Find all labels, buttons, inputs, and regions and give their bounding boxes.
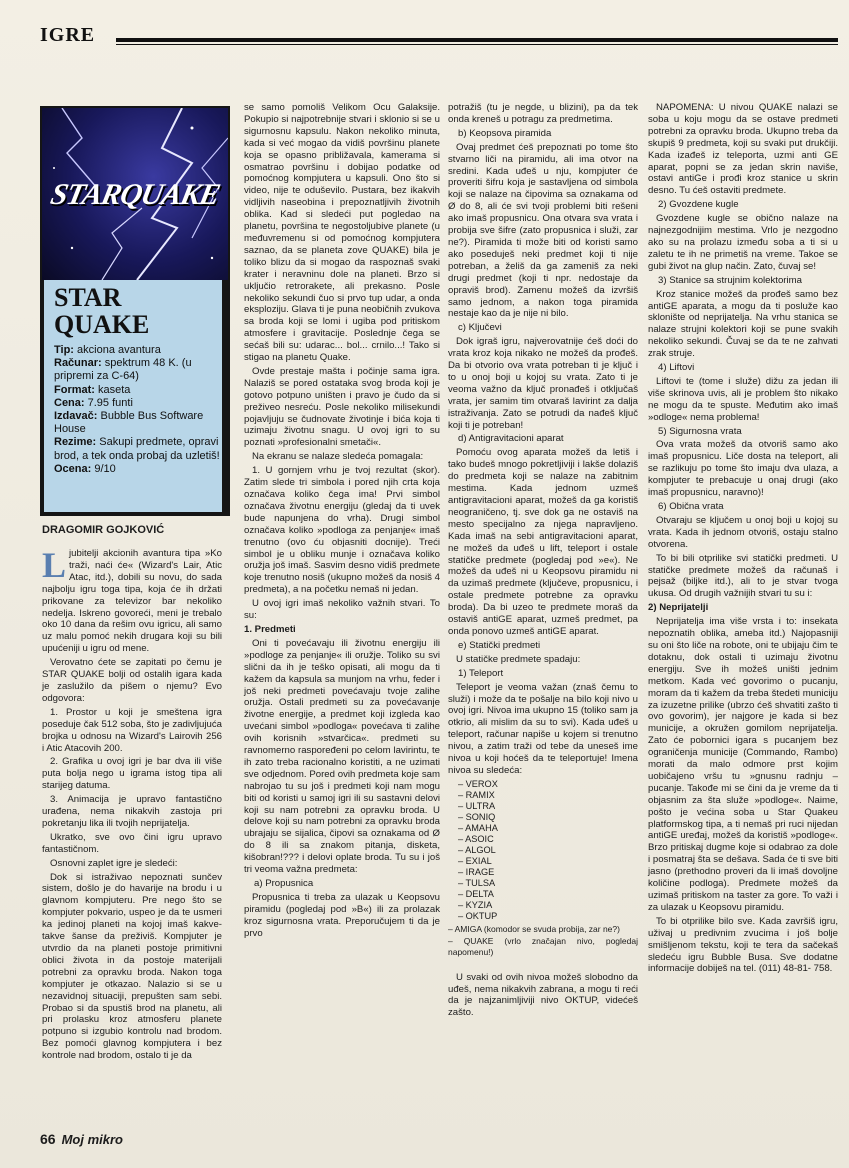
paragraph: Ovaj predmet ćeš prepoznati po tome što stvarno liči na piramidu, ali ima otvor na sredini. Kada uđeš u nju, kompjuter će proveriti šifru koja je sastavljena od simbola koji se nalaze na čipovima sa oznakama od Ø do 8, ali će svi tvoji problemi biti rešeni ako imaš propusnicu. Ona otvara sva vrata i probija sve šifre (zato propusnica i služi, zar ne?). Piramida ti može biti od koristi samo ako poseduješ neki predmet koji ti nije potreban, a želiš da ga zameniš za neki drugi predmet (koji ti npr. nedostaje da opraviš brod). Zamenu možeš da izvršiš samo jednom, a nakon toga piramida nestaje kao da je nije ni bilo.: [448, 141, 638, 320]
subheading: c) Ključevi: [458, 322, 502, 334]
subheading: e) Statički predmeti: [458, 639, 541, 651]
paragraph: 2. Grafika u ovoj igri je bar dva ili više puta bolja nego u igrama istog tipa ali starijeg datuma.: [42, 756, 222, 792]
list-item: – RAMIX: [458, 789, 495, 800]
detail-value: 9/10: [94, 462, 116, 475]
paragraph: Ukratko, sve ovo čini igru upravo fantastičnom.: [42, 831, 222, 855]
subheading: 4) Liftovi: [658, 362, 695, 374]
paragraph: Gvozdene kugle se obično nalaze na najnezgodnijim mestima. Vrlo je nezgodno ako su na prolazu između soba a ti si u zaletu te ih ne primetiš na vreme. Takoe se gubi život na glup način. Zato, čuvaj se!: [648, 213, 838, 272]
level-list: [458, 779, 638, 922]
detail-label: Izdavač:: [54, 410, 98, 423]
paragraph: Ljubitelji akcionih avantura tipa »Ko traži, naći će« (Wizard's Lair, Atic Atac, itd.), dobili su novu, do sada najbolju igru toga tipa, koja će ih držati prikovane za televizor bar nekoliko nedelja. Iskreno govoreći, meni je trebalo oko 10 dana da rešim ovu igricu, ali samo uz malu pomoć nekih drugara koji su bili upućeniji u igru od mene.: [42, 545, 222, 655]
list-item: – SONIQ: [458, 811, 496, 822]
list-item: – IRAGE: [458, 866, 495, 877]
paragraph: To bi bili otprilike svi statički predmeti. U statičke predmete možeš da računaš i pejsaž (biljke itd.), ali to je stvar tvoga ukusa. Od drugih važnijih stvari tu su i:: [648, 552, 838, 600]
paragraph: 1. U gornjem vrhu je tvoj rezultat (skor). Zatim slede tri simbola i pored njih crta koja označava koliko čega ima! Prvi simbol označava životnu energiju (gledaj da ti uvek bude napunjena do vrha). Drugi simbol označava koliko »podloga za penjanje« imaš trenutno (ovo ću objasniti docnije). Treći simbol je u obliku munje i označava koliko oružja još imaš. Sasvim desno vidiš predmete koje trenutno nosiš (ukupno možeš da nosiš 4 predmeta), a na početku nemaš ni jedan.: [244, 465, 440, 596]
paragraph: 1. Prostor u koji je smeštena igra poseduje čak 512 soba, što je zadivljujuća brojka u odnosu na Wizard's Lairovih 256 i Atic Atacovih 200.: [42, 706, 222, 754]
detail-label: Cena:: [54, 396, 85, 409]
detail-label: Ocena:: [54, 462, 92, 475]
paragraph: U ovoj igri imaš nekoliko važnih stvari. To su:: [244, 598, 440, 622]
list-item: – ASOIC: [458, 833, 494, 844]
list-item: – KYZIA: [458, 899, 493, 910]
article-column-1: [42, 545, 222, 1064]
header-rule-thin: [116, 44, 838, 45]
list-item: – OKTUP: [458, 910, 498, 921]
list-item: – VEROX: [458, 778, 498, 789]
subheading: 3) Stanice sa strujnim kolektorima: [658, 274, 802, 286]
article-column-4: [648, 102, 838, 977]
game-info-panel: [40, 106, 230, 516]
detail-value: Bubble Bus Software House: [54, 410, 204, 436]
paragraph: Pomoću ovog aparata možeš da letiš i tako budeš mnogo pokretljiviji i lakše dolaziš do predmeta koji se nalaze na zabitnim mestima. Kada jednom uzmeš antigravitacioni aparat, možeš da ga koristiš neograničeno, tj. sve dok ga ne ostaviš na mesto specijalno za njega napravljeno. Kada imaš na sebi antigravitacioni aparat, ne možeš da uđeš u lift, teleport i ostale statičke predmete (pogledaj pod »e«). Ne možeš da uđeš ni u Keopsovu piramidu ni da uzimaš predmete (ključeve, propusnicu, i ostale predmete potrebne za opravku broda). Da bi uzeo te predmete moraš da ostaviš antiGE aparat, uzmeš predmet, pa onda ponovo uzmeš antiGE aparat.: [448, 447, 638, 637]
author-byline: DRAGOMIR GOJKOVIĆ: [42, 524, 165, 536]
detail-row: [54, 463, 222, 476]
list-note: – AMIGA (komodor se svuda probija, zar ne?): [448, 923, 620, 934]
section-title: IGRE: [40, 24, 96, 46]
paragraph: NAPOMENA: U nivou QUAKE nalazi se soba u koju mogu da se ostave predmeti potrebni za opravku broda. Ukupno treba da skupiš 9 predmeta, koji su svaki put drukčiji. Kada izađeš iz teleporta, uzmi anti GE aparat, popni se za jedan skrin naviše, ostavi antiGe i prođi kroz stanice u skrin desno. Tu ćeš ostaviti predmete.: [648, 102, 838, 197]
detail-row: [54, 397, 222, 410]
detail-row: [54, 357, 222, 383]
subheading: d) Antigravitacioni aparat: [458, 433, 564, 445]
paragraph: U statičke predmete spadaju:: [456, 653, 581, 665]
paragraph: Ova vrata možeš da otvoriš samo ako imaš propusnicu. Liče dosta na teleport, ali se razlikuju po tome što imaju dva ulaza, a kompjuter te prebacuje u onaj drugi (ako imaš propusnicu, naravno)!: [648, 439, 838, 499]
paragraph: Dok si istraživao nepoznati sunčev sistem, došlo je do havarije na brodu i u glavnom kompjuteru. Pre nego što se kompjuter pokvario, uspeo je da te usmeri ka jedinoj planeti na kojoj imaš kakve-takve šanse da preživiš. Kompjuter je utvrdio da na planeti postoje primitivni oblici života in da postoje materijali potrebni za opravku broda. Nakon toga kompjuter je otkazao. Nalazio si se u nezavidnoj situaciji, prepušten sam sebi. Probao si da spustiš brod na planetu, ali pri prolasku kroz atmosferu planete potpuno si izgubio kontrolu nad brodom. Bez pomoći glavnog kompjutera i bez kontrole nad brodom, ostalo ti je da: [42, 871, 222, 1062]
detail-label: Računar:: [54, 357, 102, 370]
subheading: 1. Predmeti: [244, 623, 296, 635]
paragraph: Dok igraš igru, najverovatnije ćeš doći do vrata kroz koja nikako ne možeš da prođeš. Da bi otvorio ova vrata potreban ti je ključ i to u onoj boji u kojoj su vrata. Zato ti je veoma važno da ključ pronađeš i otključaš vrata, jer samim tim otvaraš lavirint za dalja istraživanja. Zato se potrudi da nađeš ključ koji ti je potreban!: [448, 336, 638, 431]
list-item: – TULSA: [458, 877, 496, 888]
page-footer: [40, 1131, 123, 1147]
paragraph: Otvaraju se ključem u onoj boji u kojoj su vrata. Kada ih jednom otvoriš, ostaju stalno otvorena.: [648, 514, 838, 550]
paragraph: Liftovi te (tome i služe) dižu za jedan ili više skrinova uvis, ali je problem što nikako ne mogu da te spuste. Međutim ako imaš »odloge« nema problema!: [648, 375, 838, 423]
detail-row: [54, 410, 222, 436]
detail-label: Format:: [54, 383, 95, 396]
list-item: – AMAHA: [458, 822, 498, 833]
subheading: 6) Obična vrata: [658, 501, 724, 512]
game-title-line2: QUAKE: [54, 310, 150, 339]
article-column-3: [448, 102, 638, 1021]
subheading: 2) Neprijatelji: [648, 602, 709, 614]
paragraph: 3. Animacija je upravo fantastično urađena, nema nikakvih zastoja pri pokretanju lika ili tvojih neprijatelja.: [42, 794, 222, 829]
game-title-line1: STAR: [54, 283, 122, 312]
paragraph: Osnovni zaplet igre je sledeći:: [50, 857, 178, 869]
detail-value: 7.95 funti: [87, 396, 133, 409]
article-column-2: [244, 102, 440, 942]
paragraph: Propusnica ti treba za ulazak u Keopsovu piramidu (pogledaj pod »B«) ili za prolazak kroz sigurnosna vrata. Preporučujem ti da je prvo: [244, 891, 440, 939]
subheading: 2) Gvozdene kugle: [658, 199, 739, 211]
detail-label: Rezime:: [54, 436, 97, 449]
paragraph: Oni ti povećavaju ili životnu energiju ili »podloge za penjanje« ili oružje. Toliko su svi slični da ih je teško opisati, ali mogu da ti kažem da kapsula sa munjom na vrhu, feder i još neki predmeti povećavaju tvoje zalihe oružja. Ostali predmeti su za povećavanje životne energije, a predmet koji izgleda kao uvećani simbol »podloga« povećava ti zalihe ovih korisnih »stvarčica«. predmeti su ravnomerno raspoređeni po celom lavirintu, te ih zato treba racionalno koristiti, a ne uzimati sve odjednom. Pored ovih predmeta koje sam nabrojao tu su još i predmeti koji nam mogu biti od koristi u samoj igri ili su sastavni delovi koji su nam potrebni za opravku broda. U delove koji su nam potrebni za opravku broda ubrajaju se sijalica, čipovi sa oznakama od Ø do 8 ili sa znakom pitanja, disketa, kišobran!??? i delovi oplate broda. Tu su i još tri veoma važna predmeta:: [244, 637, 440, 876]
detail-row: [54, 436, 222, 462]
detail-row: [54, 384, 222, 397]
detail-label: Tip:: [54, 344, 74, 356]
list-item: – DELTA: [458, 888, 494, 899]
paragraph: Verovatno ćete se zapitati po čemu je STAR QUAKE bolji od ostalih igara kada je zaslužilo da pišem o njemu? Evo odgovora:: [42, 657, 222, 704]
drop-cap: L: [42, 545, 67, 585]
list-note: – QUAKE (vrlo značajan nivo, pogledaj napomenu!): [448, 936, 638, 958]
detail-value: spektrum 48 K. (u pripremi za C-64): [54, 357, 192, 383]
paragraph: se samo pomoliš Velikom Ocu Galaksije. Pokupio si najpotrebnije stvari i sklonio si se u sigurnosnu kapsulu. Nakon nekoliko minuta, kada si već mogao da vidiš površinu planete koja se opasno približavala, kamerama si osmatrao površinu i dobijao podatke od pomoćnog kompjutera u kapsuli. Ono što si video, nije te oduševilo. Pustara, bez ikakvih vidljivih naseobina i prepoznatljivih životnih oblika. Kad si sledeći put pogledao na planetu, površina te negostoljubive planete (u međuvremenu si od pomoćnog kompjutera saznao, da se planeta zove QUAKE) bila je toliko blizu da si mogao da raspoznaš svaki krater i neravninu dole na planeti. Brzo si uključio retrorakete, ali prekasno. Posle nekoliko sekundi čuo si prvo tup udar, a onda eksploziju. Glava ti je puna neobičnih zvukova sa broda koji se lomi i ugiba pod pritiskom atmosfere i gravitacije. Poslednje čega se sećaš bili su: udarac... bol... crnilo...! Tako si stigao na planetu Quake.: [244, 102, 440, 364]
paragraph: U svaki od ovih nivoa možeš slobodno da uđeš, nema nikakvih zabrana, a mogu ti reći da je najzanimljiviji nivo OKTUP, videćeš zašto.: [448, 971, 638, 1019]
subheading: b) Keopsova piramida: [458, 127, 552, 139]
paragraph: Neprijatelja ima više vrsta i to: insekata nepoznatih oblika, ameba itd.) Najopasniji su oni što liče na robote, oni te ubijaju čim te dotaknu, dok ostali ti uzimaju životnu energiju. Sve ih možeš uništi jednim metkom. Kada već govorimo o pucanju, moram da ti kažem da treba štedeti municiju za izuzetne prilike (ubrzo ćeš shvatiti zašto ti ovo govorim), jer najgore je kada si bez municije, a okružen gomilom neprijatelja. Zato će pobornici igara s pucanjem bez ograničenja municije (Commando, Rambo) morati da malo odmore prst kojim uobičajeno vršu tu »gnusnu radnju – pucanje. Takođe mi se čini da je vreme da ti objasnim za šta služe »podloge«. Naime, pošto je većina soba u Star Quakeu platformskog tipa, a ti nemaš pri ruci nijedan antiGE uređaj, možeš da koristiš »podloge«. Brzo pritiskaj dugme koje si odabrao za dole i posmatraj šta se dešava. Sada će ti sve biti jasno (prethodno proveri da li imaš dovoljne količine podloga). Predmete možeš da uzimaš pritiskom na taster za gore. To važi i za ulazak u Keopsovu piramidu.: [648, 616, 838, 913]
paragraph: Kroz stanice možeš da prođeš samo bez antiGE aparata, a mogu da ti posluže kao sklonište od neprijatelja. Na vrhu stanica se nalaze strujni kolektori koji se pune svakih nekoliko sekundi. Čuvaj se da te ne zahvati zrak struje.: [648, 288, 838, 360]
game-title: [54, 284, 149, 338]
cover-art-image: [42, 108, 228, 280]
subheading: 5) Sigurnosna vrata: [658, 425, 742, 437]
header-rule: [116, 38, 838, 42]
detail-value: kaseta: [98, 383, 131, 396]
detail-value: akciona avantura: [77, 344, 161, 356]
paragraph: Ovde prestaje mašta i počinje sama igra. Nalaziš se pored ostataka svog broda koji je gotovo potpuno uništen i pravo je čudo da si preživeo nesreću. Posle nekoliko milisekundi pojavljuju se čudnovate životinje i bića koja ti uzimaju životnu snagu. U ovoj igri to su poznati »profesionalni smetači«.: [244, 365, 440, 449]
subheading: a) Propusnica: [254, 878, 314, 889]
detail-row: [54, 344, 222, 357]
paragraph: To bi otprilike bilo sve. Kada završiš igru, uživaj u predivnim zvucima i još bolje smišljenom tekstu, koji te tera da sačekaš sledeću igru Bubble Busa. Sve dodatne informacije dobiješ na tel. (011) 48-81- 758.: [648, 915, 838, 975]
page-number: 66: [40, 1131, 56, 1147]
cover-logo: STARQUAKE: [47, 178, 223, 211]
paragraph: Teleport je veoma važan (znaš čemu to služi) i može da te pošalje na bilo koji nivo u ovoj igri. Nivoa ima ukupno 15 (toliko sam ja otkrio, ali mislim da su to svi). Kada uđeš u teleport, računar napiše u kojem si trenutno nivou, a zatim traži od tebe da uneseš ime nivoa u koji hoćeš da te teleportuje! Imena nivoa su sledeća:: [448, 681, 638, 776]
paragraph: potražiš (tu je negde, u blizini), pa da tek onda kreneš u potragu za predmetima.: [448, 102, 638, 125]
list-item: – EXIAL: [458, 855, 492, 866]
detail-value: Sakupi predmete, opravi brod, a tek onda probaj da uzletiš!: [54, 436, 220, 462]
list-item: – ULTRA: [458, 800, 496, 811]
subheading: 1) Teleport: [458, 667, 504, 679]
game-details: [54, 344, 222, 476]
paragraph: Na ekranu se nalaze sledeća pomagala:: [252, 451, 424, 463]
magazine-name: Moj mikro: [61, 1132, 123, 1147]
list-item: – ALGOL: [458, 844, 496, 855]
